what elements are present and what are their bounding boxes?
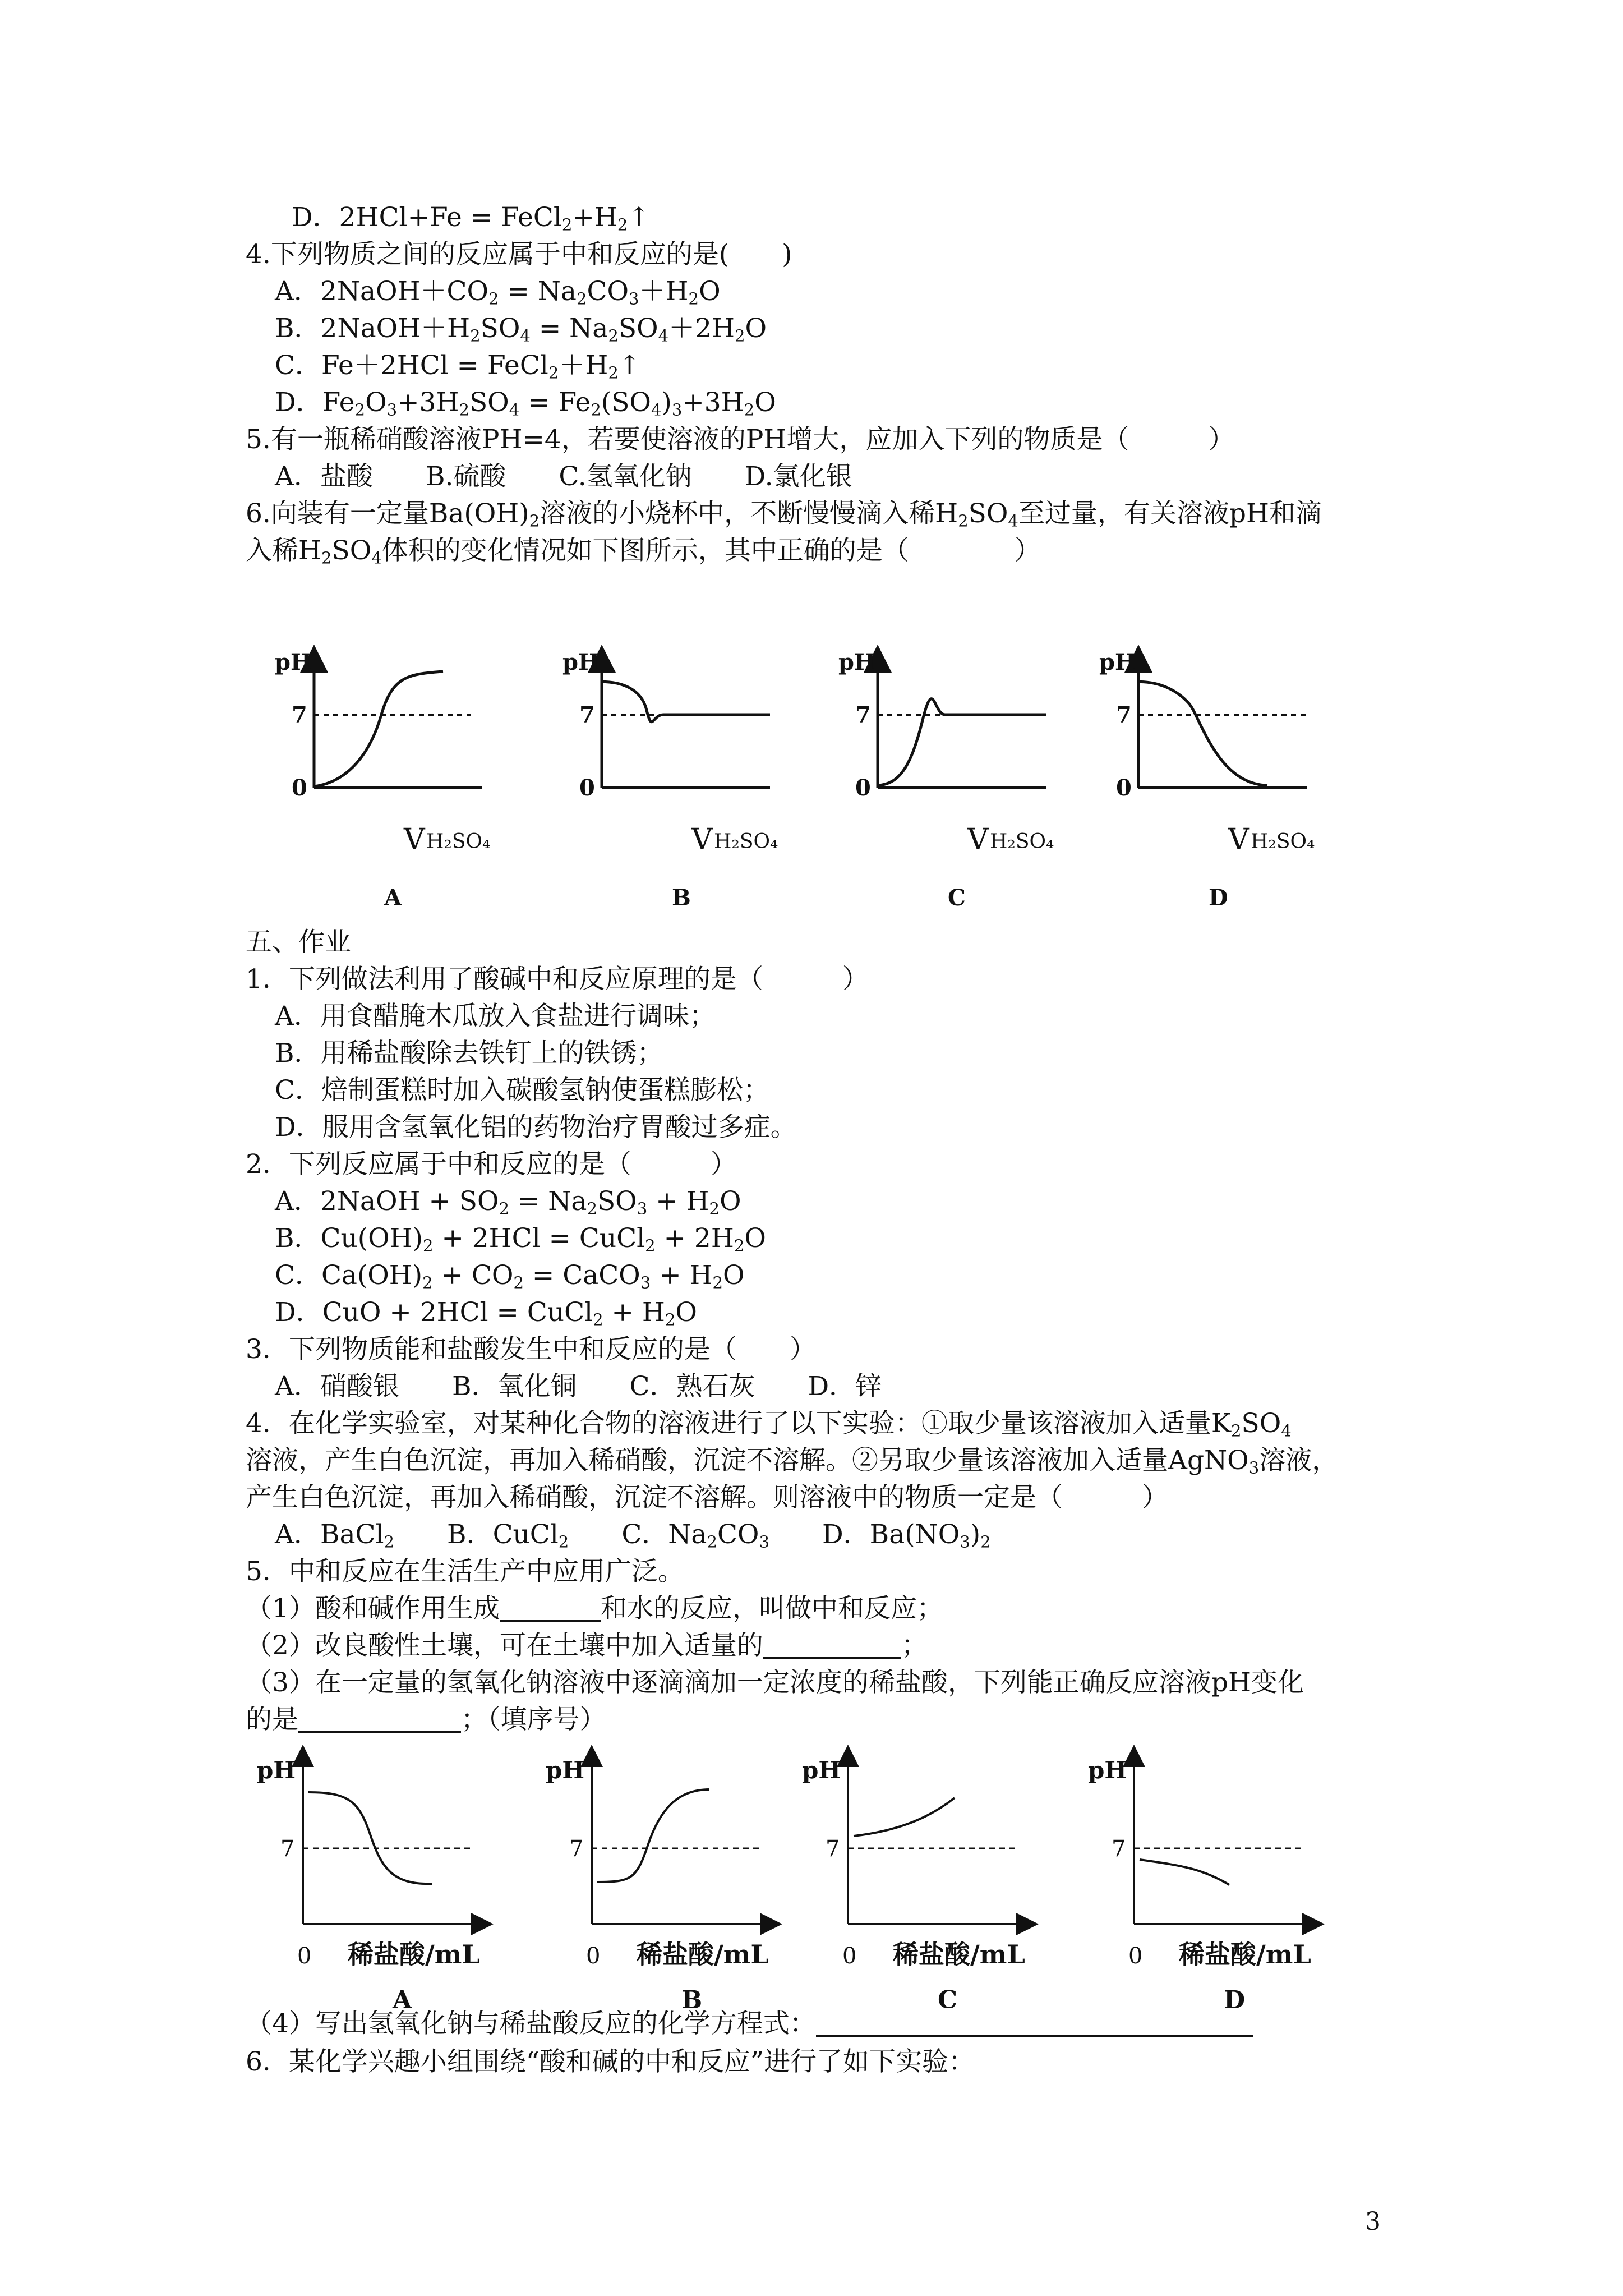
q4-option-a: A．$2NaOH+CO_2 = Na_2CO_3+H_2O$ [275,276,721,309]
x-axis-label-v: V [967,823,989,857]
q4-option-c: C．$Fe+2HCl = FeCl_2+H_2↑$ [275,350,641,383]
x-axis-label-h2so4: H₂SO₄ [714,830,778,853]
q5-stem: 5.有一瓶稀硝酸溶液PH=4，若要使溶液的PH增大，应加入下列的物质是（ ） [246,424,1235,455]
hw-q3-options: A．硝酸银 B．氧化铜 C．熟石灰 D．锌 [275,1371,882,1402]
graph-letter: B [672,885,691,911]
hw-ph-graph-B [546,1756,771,2008]
hw-q1-d: D．服用含氢氧化铝的药物治疗胃酸过多症。 [275,1112,797,1143]
graph-letter: A [393,1986,412,2008]
hw-q5-stem: 5．中和反应在生活生产中应用广泛。 [246,1556,684,1587]
hw-q2-stem: 2．下列反应属于中和反应的是（ ） [246,1149,737,1180]
tick-label-7: 7 [579,702,595,728]
tick-label-7: 7 [855,702,871,728]
y-axis-label: pH [1088,1756,1127,1784]
ph-curve [854,1798,955,1836]
hw-q6-stem: 6．某化学兴趣小组围绕“酸和碱的中和反应”进行了如下实验： [246,2046,975,2077]
hw-q4-line1: 4．在化学实验室，对某种化合物的溶液进行了以下实验：①取少量该溶液加入适量$K_2SO_4$ [246,1408,1292,1441]
hw-q4-line2: 溶液，产生白色沉淀，再加入稀硝酸，沉淀不溶解。②另取少量该溶液加入适量AgNO$_3$溶液， [246,1445,1339,1478]
x-axis-label-v: V [1228,823,1249,857]
graph-letter: D [1224,1986,1246,2008]
origin-label: 0 [842,1943,857,1969]
y-axis-label: pH [802,1756,841,1784]
tick-label-7: 7 [1112,1836,1126,1862]
origin-label: 0 [297,1943,312,1969]
hw-ph-graph-D [1088,1756,1313,2008]
hw-q1-stem: 1．下列做法利用了酸碱中和反应原理的是（ ） [246,964,869,995]
graph-letter: C [948,885,966,911]
hw-q1-b: B．用稀盐酸除去铁钉上的铁锈； [275,1038,663,1069]
q6-stem-line2: 入稀$H_2SO_4$体积的变化情况如下图所示，其中正确的是（ ） [246,535,1041,568]
x-axis-label: 稀盐酸/mL [348,1939,480,1970]
ph-curve [597,1789,709,1882]
graph-letter: A [384,885,402,911]
tick-label-7: 7 [1116,702,1132,728]
hw5-graphs [0,1739,1623,2008]
ph-graph-C [838,649,1054,911]
origin-label: 0 [1128,1943,1143,1969]
page-number: 3 [1365,2207,1381,2236]
x-axis-label: 稀盐酸/mL [637,1939,769,1970]
origin-label: 0 [579,775,595,801]
origin-label: 0 [292,775,307,801]
x-axis-label-h2so4: H₂SO₄ [426,830,491,853]
x-axis-label-v: V [404,823,425,857]
hw-q3-stem: 3．下列物质能和盐酸发生中和反应的是（ ） [246,1334,816,1365]
answer-blank[interactable] [763,1631,901,1659]
hw-q2-a: A．2NaOH + $SO_2 = Na_2SO_3 + H_2O$ [275,1186,741,1218]
ph-curve [308,1792,432,1884]
q4-option-b: B．$2NaOH+H_2SO_4 = Na_2SO_4+2H_2O$ [275,313,767,346]
graph-letter: B [681,1986,703,2008]
x-axis-label-h2so4: H₂SO₄ [1251,830,1315,853]
graph-letter: C [938,1986,958,2008]
hw-q5-part4: （4）写出氢氧化钠与稀盐酸反应的化学方程式： [246,2007,1253,2041]
ph-curve [878,699,1046,785]
graph-letter: D [1209,885,1228,911]
hw-q2-b: B．$Cu(OH)_2 + 2HCl$ = CuCl$_2$ + $2H_2O$ [275,1223,766,1255]
tick-label-7: 7 [826,1836,840,1862]
origin-label: 0 [1116,775,1132,801]
ph-graph-A [275,649,490,911]
y-axis-label: pH [257,1756,296,1784]
hw-q1-a: A．用食醋腌木瓜放入食盐进行调味； [275,1001,716,1032]
x-axis-label-v: V [691,823,713,857]
ph-curve [1138,682,1267,785]
x-axis-label: 稀盐酸/mL [893,1939,1025,1970]
hw-q2-c: C．$Ca(OH)_2 + CO_2$ = CaCO$_3$ + $H_2O$ [275,1260,745,1292]
hw-q5-part2: （2）改良酸性土壤，可在土壤中加入适量的 ； [246,1630,928,1661]
y-axis-label: pH [838,649,875,675]
ph-curve [1140,1860,1229,1885]
hw-ph-graph-A [257,1756,482,2008]
hw-q4-line3: 产生白色沉淀，再加入稀硝酸，沉淀不溶解。则溶液中的物质一定是（ ） [246,1482,1168,1513]
hw-q5-part3-line2: 的是 ；（填序号） [246,1704,606,1735]
hw-ph-graph-C [802,1756,1027,2008]
tick-label-7: 7 [280,1836,295,1862]
origin-label: 0 [586,1943,601,1969]
q6-stem-line1: 6.向装有一定量$Ba(OH)_2$溶液的小烧杯中，不断慢慢滴入稀$H_2SO_4$至过量，有关溶液pH和滴 [246,498,1322,531]
hw-q2-d: D．CuO + 2HCl = CuCl$_2$ + $H_2O$ [275,1297,697,1329]
ph-curve [602,682,770,721]
answer-blank[interactable] [298,1705,461,1733]
x-axis-label-h2so4: H₂SO₄ [990,830,1054,853]
answer-blank[interactable] [500,1594,601,1622]
ph-graph-D [1099,649,1315,911]
ph-graph-B [562,649,778,911]
hw-q5-part3-line1: （3）在一定量的氢氧化钠溶液中逐滴滴加一定浓度的稀盐酸，下列能正确反应溶液pH变化 [246,1667,1304,1698]
hw-q4-options: A．BaCl$_2$ B．CuCl$_2$ C．$Na_2CO_3$ D．$Ba(NO_3)_2$ [275,1519,991,1552]
y-axis-label: pH [546,1756,585,1784]
q5-options: A．盐酸 B.硫酸 C.氢氧化钠 D.氯化银 [275,461,852,492]
y-axis-label: pH [1099,649,1136,675]
origin-label: 0 [855,775,871,801]
hw-q5-part1: （1）酸和碱作用生成 和水的反应，叫做中和反应； [246,1593,943,1624]
q4-option-d: D．$Fe_2O_3+3H_2SO_4 = Fe_2(SO_4)_3+3H_2O$ [275,387,776,420]
hw-q1-c: C．焙制蛋糕时加入碳酸氢钠使蛋糕膨松； [275,1075,769,1106]
ph-curve [314,671,443,786]
q6-graphs [0,589,1623,937]
q3-option-d: D．$2HCl+Fe = FeCl_2+H_2↑$ [292,202,650,234]
y-axis-label: pH [275,649,312,675]
x-axis-label: 稀盐酸/mL [1179,1939,1311,1970]
answer-blank[interactable] [816,2009,1253,2037]
q4-stem: 4.下列物质之间的反应属于中和反应的是( ) [246,239,792,270]
tick-label-7: 7 [569,1836,584,1862]
y-axis-label: pH [562,649,600,675]
tick-label-7: 7 [292,702,307,728]
homework-heading: 五、作业 [246,927,351,958]
